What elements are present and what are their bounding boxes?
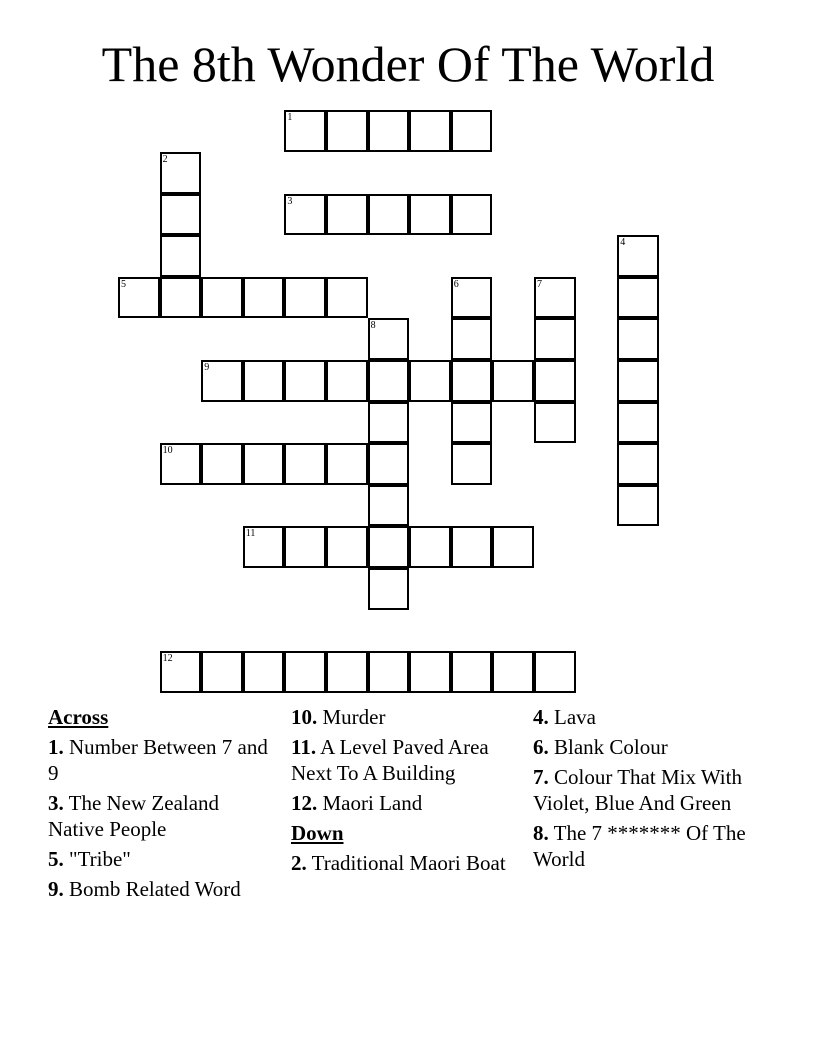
- clue-text: A Level Paved Area Next To A Building: [291, 735, 489, 785]
- grid-cell[interactable]: [243, 277, 285, 319]
- clue-text: Maori Land: [317, 791, 423, 815]
- grid-cell[interactable]: [409, 360, 451, 402]
- grid-cell[interactable]: [617, 485, 659, 527]
- grid-cell[interactable]: [492, 651, 534, 693]
- grid-cell[interactable]: [617, 443, 659, 485]
- grid-cell[interactable]: [284, 443, 326, 485]
- grid-cell[interactable]: [201, 443, 243, 485]
- clue-number: 6.: [533, 735, 549, 759]
- grid-cell[interactable]: [368, 110, 410, 152]
- clue-text: Murder: [317, 705, 386, 729]
- grid-cell[interactable]: [243, 651, 285, 693]
- grid-cell[interactable]: [617, 402, 659, 444]
- clue: [291, 734, 523, 786]
- grid-cell[interactable]: [201, 651, 243, 693]
- grid-cell[interactable]: [409, 651, 451, 693]
- grid-cell[interactable]: [201, 277, 243, 319]
- grid-cell[interactable]: [368, 651, 410, 693]
- grid-cell[interactable]: [534, 651, 576, 693]
- clue-number: 5.: [48, 847, 64, 871]
- grid-cell[interactable]: [368, 485, 410, 527]
- grid-cell[interactable]: [160, 152, 202, 194]
- clue-text: The 7 ******* Of The World: [533, 821, 746, 871]
- grid-cell[interactable]: [160, 277, 202, 319]
- grid-cell[interactable]: [368, 568, 410, 610]
- grid-cell[interactable]: [368, 402, 410, 444]
- grid-cell[interactable]: [617, 235, 659, 277]
- clue-number-label: 10: [162, 445, 173, 457]
- clue: [533, 820, 765, 872]
- clue-number: 1.: [48, 735, 64, 759]
- clue: [533, 764, 765, 816]
- clue: [533, 704, 765, 730]
- grid-cell[interactable]: [451, 443, 493, 485]
- grid-cell[interactable]: [326, 194, 368, 236]
- grid-cell[interactable]: [534, 402, 576, 444]
- clue-text: "Tribe": [63, 847, 131, 871]
- clue-number: 2.: [291, 851, 307, 875]
- clue-number-label: 1: [287, 112, 293, 124]
- grid-cell[interactable]: [160, 194, 202, 236]
- grid-cell[interactable]: [326, 526, 368, 568]
- clue: [48, 846, 280, 872]
- clue-number-label: 2: [162, 154, 168, 165]
- clue-column-1: [48, 704, 280, 906]
- grid-cell[interactable]: [617, 360, 659, 402]
- clue-number-label: 8: [370, 320, 376, 332]
- grid-cell[interactable]: [617, 277, 659, 319]
- grid-cell[interactable]: [451, 110, 493, 152]
- grid-cell[interactable]: [451, 194, 493, 236]
- clue-number-label: 9: [204, 362, 210, 373]
- grid-cell[interactable]: [368, 360, 410, 402]
- grid-cell[interactable]: [368, 318, 410, 360]
- clue-list: [48, 704, 788, 1004]
- grid-cell[interactable]: [617, 318, 659, 360]
- grid-cell[interactable]: [451, 277, 493, 319]
- grid-cell[interactable]: [160, 443, 202, 485]
- clue-text: Bomb Related Word: [63, 877, 241, 901]
- grid-cell[interactable]: [451, 651, 493, 693]
- grid-cell[interactable]: [243, 526, 285, 568]
- grid-cell[interactable]: [326, 110, 368, 152]
- grid-cell[interactable]: [368, 526, 410, 568]
- grid-cell[interactable]: [409, 526, 451, 568]
- clue-number-label: 3: [287, 195, 293, 207]
- clue-number: 11.: [291, 735, 317, 759]
- clue-heading: Down: [291, 821, 344, 845]
- clue: [291, 704, 523, 730]
- grid-cell[interactable]: [368, 194, 410, 236]
- page-title: The 8th Wonder Of The World: [101, 36, 715, 92]
- clue-number-label: 12: [162, 653, 173, 665]
- grid-cell[interactable]: [492, 526, 534, 568]
- grid-cell[interactable]: [118, 277, 160, 319]
- grid-cell[interactable]: [201, 360, 243, 402]
- grid-cell[interactable]: [284, 194, 326, 236]
- clue: [48, 790, 280, 842]
- grid-cell[interactable]: [284, 526, 326, 568]
- clue-text: The New Zealand Native People: [48, 791, 220, 841]
- grid-cell[interactable]: [492, 360, 534, 402]
- grid-cell[interactable]: [451, 526, 493, 568]
- clue: [48, 734, 280, 786]
- clue-number: 7.: [533, 765, 549, 789]
- grid-cell[interactable]: [534, 277, 576, 319]
- grid-cell[interactable]: [368, 443, 410, 485]
- clue-number: 9.: [48, 877, 64, 901]
- grid-cell[interactable]: [326, 651, 368, 693]
- clue-heading: Across: [48, 705, 109, 729]
- clue-text: Lava: [548, 705, 596, 729]
- clue-number-label: 11: [245, 528, 256, 540]
- grid-cell[interactable]: [284, 110, 326, 152]
- grid-cell[interactable]: [284, 360, 326, 402]
- clue-number: 3.: [48, 791, 64, 815]
- clue: [48, 876, 280, 902]
- grid-cell[interactable]: [243, 443, 285, 485]
- clue-number: 10.: [291, 705, 318, 729]
- clue-number: 12.: [291, 791, 318, 815]
- grid-cell[interactable]: [534, 318, 576, 360]
- grid-cell[interactable]: [160, 235, 202, 277]
- clue-number: 4.: [533, 705, 549, 729]
- clue-number: 8.: [533, 821, 549, 845]
- grid-cell[interactable]: [534, 360, 576, 402]
- grid-cell[interactable]: [284, 651, 326, 693]
- grid-cell[interactable]: [451, 318, 493, 360]
- clue: [291, 790, 523, 816]
- clue-number-label: 4: [620, 237, 626, 249]
- clue: [291, 850, 523, 876]
- grid-cell[interactable]: [160, 651, 202, 693]
- grid-cell[interactable]: [284, 277, 326, 319]
- grid-cell[interactable]: [409, 110, 451, 152]
- clue-number-label: 7: [537, 278, 542, 290]
- clue: [533, 734, 765, 760]
- grid-cell[interactable]: [326, 277, 368, 319]
- clue-column-3: [533, 704, 765, 876]
- clue-number-label: 5: [121, 278, 126, 290]
- clue-text: Number Between 7 and 9: [48, 735, 268, 785]
- grid-cell[interactable]: [326, 443, 368, 485]
- grid-cell[interactable]: [243, 360, 285, 402]
- clue-text: Blank Colour: [548, 735, 668, 759]
- grid-cell[interactable]: [451, 402, 493, 444]
- clue-text: Colour That Mix With Violet, Blue And Green: [533, 765, 742, 815]
- clue-number-label: 6: [453, 278, 459, 290]
- clue-text: Traditional Maori Boat: [306, 851, 506, 875]
- clue-column-2: [291, 704, 523, 880]
- grid-cell[interactable]: [451, 360, 493, 402]
- grid-cell[interactable]: [326, 360, 368, 402]
- grid-cell[interactable]: [409, 194, 451, 236]
